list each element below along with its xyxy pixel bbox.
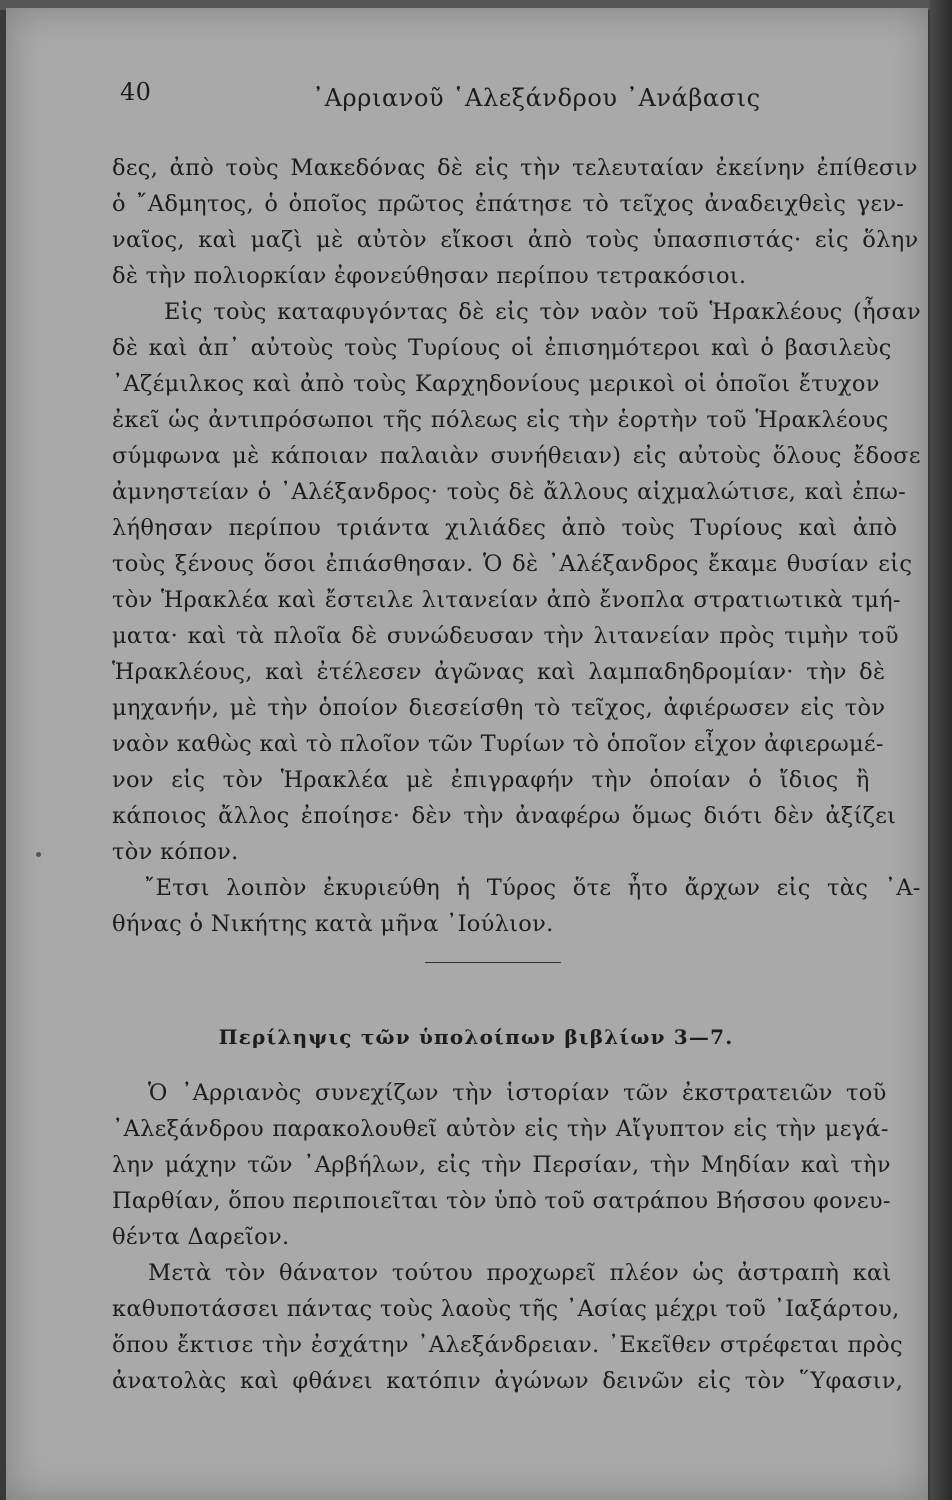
text-line: Παρθίαν, ὅπου περιποιεῖται τὸν ὑπὸ τοῦ σατράπου Βήσσου φονευ- [112, 1188, 891, 1214]
text-line: σύμφωνα μὲ κάποιαν παλαιὰν συνήθειαν) εἰς αὐτοὺς ὅλους ἔδοσε [112, 443, 921, 469]
main-text-block [112, 150, 922, 942]
text-line: δὲ καὶ ἀπ᾿ αὐτοὺς τοὺς Τυρίους οἱ ἐπισημότεροι καὶ ὁ βασιλεὺς [112, 335, 892, 361]
text-line: ᾿Αζέμιλκος καὶ ἀπὸ τοὺς Καρχηδονίους μερικοὶ οἱ ὁποῖοι ἔτυχον [112, 371, 880, 397]
page-number: 40 [120, 78, 152, 106]
scan-right-edge [930, 0, 952, 1500]
page-header [120, 78, 880, 118]
text-line: Ἡρακλέους, καὶ ἐτέλεσεν ἀγῶνας καὶ λαμπαδηδρομίαν· τὴν δὲ [112, 659, 886, 685]
text-line: θήνας ὁ Νικήτης κατὰ μῆνα ᾿Ιούλιον. [112, 911, 554, 937]
text-line: καθυποτάσσει πάντας τοὺς λαοὺς τῆς ᾿Ασίας μέχρι τοῦ ᾿Ιαξάρτου, [112, 1296, 900, 1322]
text-line: Μετὰ τὸν θάνατον τούτου προχωρεῖ πλέον ὡς ἀστραπὴ καὶ [148, 1260, 892, 1286]
text-line: δὲ τὴν πολιορκίαν ἐφονεύθησαν περίπου τετρακόσιοι. [112, 263, 747, 289]
text-line: ναῖος, καὶ μαζὶ μὲ αὐτὸν εἴκοσι ἀπὸ τοὺς ὑπασπιστάς· εἰς ὅλην [112, 227, 919, 253]
text-line: Ὁ ᾿Αρριανὸς συνεχίζων τὴν ἱστορίαν τῶν ἐκστρατειῶν τοῦ [148, 1080, 887, 1106]
section-divider [425, 962, 561, 963]
text-line: ῎Ετσι λοιπὸν ἐκυριεύθη ἡ Τύρος ὅτε ἦτο ἄρχων εἰς τὰς ᾿Α- [144, 875, 921, 901]
section-heading: Περίληψις τῶν ὑπολοίπων βιβλίων 3—7. [218, 1025, 734, 1049]
text-line: τὸν κόπον. [112, 839, 239, 865]
text-line: ὅπου ἔκτισε τὴν ἐσχάτην ᾿Αλεξάνδρειαν. ᾿Εκεῖθεν στρέφεται πρὸς [112, 1332, 903, 1358]
text-line: ὁ ῎Αδμητος, ὁ ὁποῖος πρῶτος ἐπάτησε τὸ τεῖχος ἀναδειχθεὶς γεν- [112, 191, 905, 217]
text-line: δες, ἀπὸ τοὺς Μακεδόνας δὲ εἰς τὴν τελευταίαν ἐκείνην ἐπίθεσιν [112, 155, 918, 181]
text-line: λην μάχην τῶν ᾿Αρβήλων, εἰς τὴν Περσίαν, τὴν Μηδίαν καὶ τὴν [112, 1152, 891, 1178]
text-line: λήθησαν περίπου τριάντα χιλιάδες ἀπὸ τοὺς Τυρίους καὶ ἀπὸ [112, 515, 898, 541]
running-title: ᾿Αρριανοῦ ῾Αλεξάνδρου ᾿Ανάβασις [312, 84, 761, 112]
text-line: ἐκεῖ ὡς ἀντιπρόσωποι τῆς πόλεως εἰς τὴν ἑορτὴν τοῦ Ἡρακλέους [112, 407, 889, 433]
text-line: ἀνατολὰς καὶ φθάνει κατόπιν ἀγώνων δεινῶν εἰς τὸν ῞Υφασιν, [112, 1368, 904, 1394]
text-line: κάποιος ἄλλος ἐποίησε· δὲν τὴν ἀναφέρω ὅμως διότι δὲν ἀξίζει [112, 803, 897, 829]
text-line: ἀμνηστείαν ὁ ᾿Αλέξανδρος· τοὺς δὲ ἄλλους αἰχμαλώτισε, καὶ ἐπω- [112, 479, 907, 505]
text-line: ᾿Αλεξάνδρου παρακολουθεῖ αὐτὸν εἰς τὴν Αἴγυπτον εἰς τὴν μεγά- [112, 1116, 889, 1142]
text-line: μηχανήν, μὲ τὴν ὁποίον διεσείσθη τὸ τεῖχος, ἀφιέρωσεν εἰς τὸν [112, 695, 886, 721]
text-line: τοὺς ξένους ὅσοι ἐπιάσθησαν. Ὁ δὲ ᾿Αλέξανδρος ἔκαμε θυσίαν εἰς [112, 551, 913, 577]
ink-speck [36, 852, 41, 857]
text-line: ναὸν καθὼς καὶ τὸ πλοῖον τῶν Τυρίων τὸ ὁποῖον εἶχον ἀφιερωμέ- [112, 731, 884, 757]
text-line: ματα· καὶ τὰ πλοῖα δὲ συνώδευσαν τὴν λιτανείαν πρὸς τιμὴν τοῦ [112, 623, 899, 649]
text-line: τὸν Ἡρακλέα καὶ ἔστειλε λιτανείαν ἀπὸ ἔνοπλα στρατιωτικὰ τμή- [112, 587, 901, 613]
text-line: Εἰς τοὺς καταφυγόντας δὲ εἰς τὸν ναὸν τοῦ Ἡρακλέους (ἦσαν [164, 299, 922, 325]
summary-text-block [112, 1075, 904, 1399]
text-line: θέντα Δαρεῖον. [112, 1224, 290, 1250]
text-line: νον εἰς τὸν Ἡρακλέα μὲ ἐπιγραφήν τὴν ὁποίαν ὁ ἴδιος ἢ [112, 767, 870, 793]
